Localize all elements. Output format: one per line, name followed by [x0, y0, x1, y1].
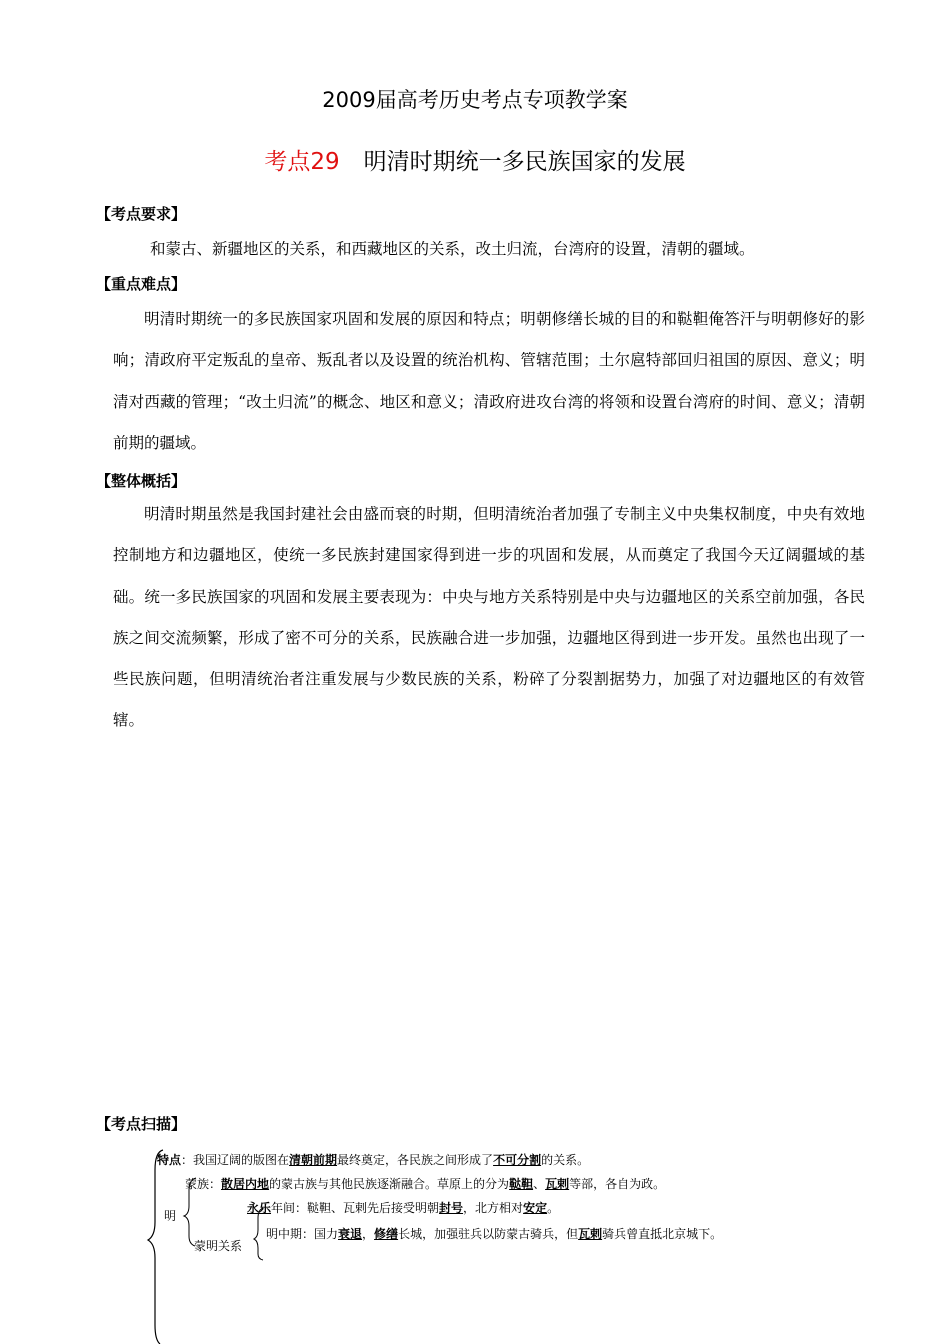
scan-heading: 【考点扫描】: [96, 1115, 187, 1133]
mid-ming-blank-3: 瓦剌: [578, 1227, 603, 1241]
mongols-line: [185, 1176, 665, 1192]
mongols-label: 蒙族: [185, 1177, 210, 1191]
ming-label: 明: [164, 1209, 177, 1223]
mongols-text-2: 的蒙古族与其他民族逐渐融合。草原上的分为: [269, 1177, 510, 1191]
mid-ming-text-4: 骑兵曾直抵北京城下。: [602, 1227, 723, 1241]
overview-heading: 【整体概括】: [96, 472, 187, 490]
requirements-text: 和蒙古、新疆地区的关系，和西藏地区的关系，改土归流，台湾府的设置，清朝的疆域。: [150, 240, 755, 258]
mid-ming-blank-1: 衰退: [338, 1227, 363, 1241]
yongle-text-2: ，北方相对: [463, 1201, 524, 1215]
features-text-1: ：我国辽阔的版图在: [181, 1153, 290, 1167]
key-points-heading: 【重点难点】: [96, 275, 187, 293]
yongle-text-3: 。: [547, 1201, 560, 1215]
topic-number: 考点29: [264, 149, 340, 175]
features-blank-1: 清朝前期: [289, 1153, 338, 1167]
features-line: [157, 1152, 589, 1168]
mongols-text-1: ：: [209, 1177, 222, 1191]
yongle-blank-2: 安定: [523, 1201, 548, 1215]
mid-ming-blank-2: 修缮: [374, 1227, 399, 1241]
mongols-blank-3: 瓦剌: [545, 1177, 570, 1191]
yongle-line: [247, 1200, 559, 1216]
mid-ming-text-2: ，: [362, 1227, 375, 1241]
features-text-2: 最终奠定，各民族之间形成了: [337, 1153, 494, 1167]
features-blank-2: 不可分割: [493, 1153, 542, 1167]
requirements-heading: 【考点要求】: [96, 205, 187, 223]
key-points-text: 明清时期统一的多民族国家巩固和发展的原因和特点；明朝修缮长城的目的和鞑靼俺答汗与明朝修好的影响；清政府平定叛乱的皇帝、叛乱者以及设置的统治机构、管辖范围；土尔扈特部回归祖国的原因、意义；明清对西藏的管理；“改土归流”的概念、地区和意义；清政府进攻台湾的将领和设置台湾府的时间、意义；清朝前期的疆域。: [113, 310, 865, 452]
mid-ming-text-1: 明中期：国力: [266, 1227, 339, 1241]
topic-name: 明清时期统一多民族国家的发展: [363, 149, 686, 175]
yongle-text-1: 年间：鞑靼、瓦剌先后接受明朝: [271, 1201, 440, 1215]
features-label: 特点: [157, 1153, 182, 1167]
mid-ming-text-3: 长城，加强驻兵以防蒙古骑兵，但: [398, 1227, 579, 1241]
mongols-blank-2: 鞑靼: [509, 1177, 534, 1191]
yongle-label: 永乐: [247, 1201, 272, 1215]
mongols-blank-1: 散居内地: [221, 1177, 270, 1191]
mongol-relations-label: 蒙明关系: [194, 1239, 243, 1253]
mongols-text-3: 、: [533, 1177, 546, 1191]
features-text-3: 的关系。: [541, 1153, 590, 1167]
mongols-text-4: 等部，各自为政。: [569, 1177, 666, 1191]
yongle-blank-1: 封号: [439, 1201, 464, 1215]
mid-ming-line: [266, 1226, 722, 1242]
overview-text: 明清时期虽然是我国封建社会由盛而衰的时期，但明清统治者加强了专制主义中央集权制度，中央有效地控制地方和边疆地区，使统一多民族封建国家得到进一步的巩固和发展，从而奠定了我国今天辽阔疆域的基础。统一多民族国家的巩固和发展主要表现为：中央与地方关系特别是中央与边疆地区的关系空前加强，各民族之间交流频繁，形成了密不可分的关系，民族融合进一步加强，边疆地区得到进一步开发。虽然也出现了一些民族问题，但明清统治者注重发展与少数民族的关系，粉碎了分裂割据势力，加强了对边疆地区的有效管辖。: [113, 505, 865, 730]
document-title: 2009届高考历史考点专项教学案: [322, 88, 628, 112]
